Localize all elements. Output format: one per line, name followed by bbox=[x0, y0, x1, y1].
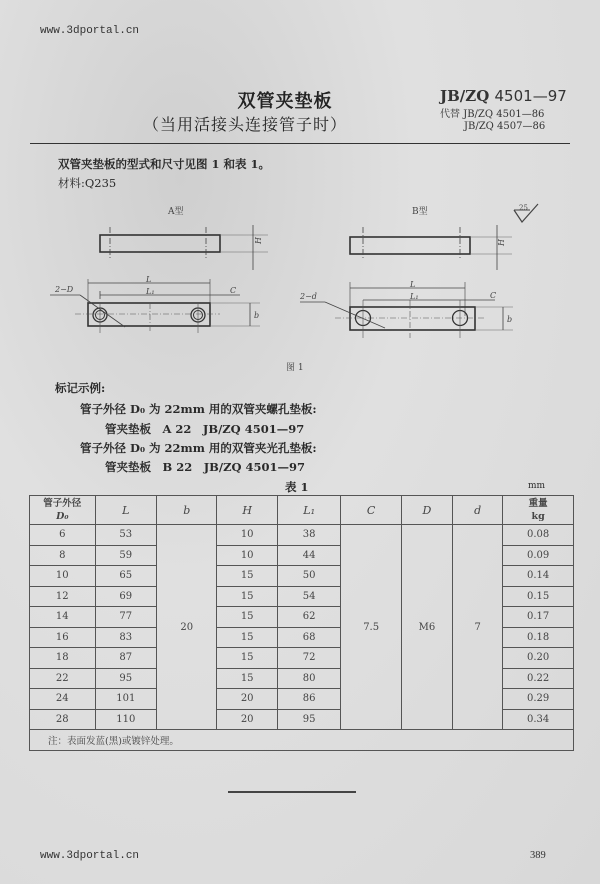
cell-d0: 18 bbox=[30, 648, 96, 669]
replaces-label: 代替 bbox=[440, 109, 460, 120]
marking-heading: 标记示例: bbox=[55, 381, 106, 395]
replaces-block bbox=[440, 109, 545, 133]
cell-weight: 0.20 bbox=[503, 648, 574, 669]
replaces-item: JB/ZQ 4501—86 bbox=[463, 109, 545, 120]
table-unit: mm bbox=[528, 481, 546, 491]
svg-text:2−D: 2−D bbox=[55, 285, 74, 294]
type-a-top-view bbox=[50, 275, 280, 345]
table-note-row bbox=[30, 730, 574, 751]
header-L1: L₁ bbox=[277, 496, 341, 525]
table-note: 注：表面发蓝(黑)或镀锌处理。 bbox=[30, 730, 574, 751]
cell-weight: 0.15 bbox=[503, 586, 574, 607]
marking-example-1-code: 管夹垫板 A 22 JB/ZQ 4501—97 bbox=[105, 422, 305, 436]
header-d: d bbox=[453, 496, 503, 525]
dim-L: L bbox=[146, 275, 152, 284]
cell-weight: 0.29 bbox=[503, 689, 574, 710]
table-caption: 表 1 bbox=[285, 480, 309, 494]
header-H: H bbox=[217, 496, 277, 525]
cell-H: 15 bbox=[217, 607, 277, 628]
cell-H: 15 bbox=[217, 668, 277, 689]
cell-L: 110 bbox=[95, 709, 156, 730]
cell-L1: 44 bbox=[277, 545, 341, 566]
header-L: L bbox=[95, 496, 156, 525]
table-header-row bbox=[30, 496, 574, 525]
cell-L: 83 bbox=[95, 627, 156, 648]
cell-d-shared: 7 bbox=[453, 525, 503, 730]
page-number: 389 bbox=[530, 850, 546, 861]
cell-weight: 0.14 bbox=[503, 566, 574, 587]
cell-H: 10 bbox=[217, 525, 277, 546]
table-row bbox=[30, 525, 574, 546]
cell-d0: 16 bbox=[30, 627, 96, 648]
document-subtitle: （当用活接头连接管子时） bbox=[142, 115, 347, 134]
svg-text:2−d: 2−d bbox=[300, 292, 317, 301]
cell-H: 20 bbox=[217, 709, 277, 730]
header-divider bbox=[30, 143, 570, 144]
cell-D-shared: M6 bbox=[401, 525, 452, 730]
cell-weight: 0.22 bbox=[503, 668, 574, 689]
document-title: 双管夹垫板 bbox=[237, 91, 333, 112]
svg-text:C: C bbox=[490, 291, 497, 300]
type-b-top-view bbox=[295, 280, 525, 350]
cell-H: 15 bbox=[217, 566, 277, 587]
svg-text:b: b bbox=[254, 311, 260, 320]
cell-L1: 72 bbox=[277, 648, 341, 669]
cell-L: 65 bbox=[95, 566, 156, 587]
standard-code-number: 4501—97 bbox=[494, 87, 567, 105]
type-a-label: A型 bbox=[168, 207, 184, 217]
type-b-label: B型 bbox=[412, 207, 428, 217]
cell-b-shared: 20 bbox=[157, 525, 217, 730]
type-a-side-view bbox=[90, 225, 270, 270]
header-D: D bbox=[401, 496, 452, 525]
cell-L: 87 bbox=[95, 648, 156, 669]
cell-d0: 24 bbox=[30, 689, 96, 710]
cell-H: 15 bbox=[217, 586, 277, 607]
cell-L1: 95 bbox=[277, 709, 341, 730]
marking-example-2-desc: 管子外径 D₀ 为 22mm 用的双管夹光孔垫板: bbox=[80, 441, 317, 455]
cell-L: 53 bbox=[95, 525, 156, 546]
cell-L1: 54 bbox=[277, 586, 341, 607]
standard-number bbox=[440, 87, 567, 105]
header-b: b bbox=[157, 496, 217, 525]
cell-H: 20 bbox=[217, 689, 277, 710]
marking-example-1-desc: 管子外径 D₀ 为 22mm 用的双管夹螺孔垫板: bbox=[80, 402, 317, 416]
svg-text:C: C bbox=[230, 286, 237, 295]
cell-d0: 14 bbox=[30, 607, 96, 628]
cell-d0: 22 bbox=[30, 668, 96, 689]
cell-L: 101 bbox=[95, 689, 156, 710]
standard-code: JB/ZQ bbox=[440, 87, 490, 105]
replaces-item: JB/ZQ 4507—86 bbox=[464, 121, 546, 132]
marking-example-2-code: 管夹垫板 B 22 JB/ZQ 4501—97 bbox=[105, 460, 306, 474]
svg-text:L₁: L₁ bbox=[146, 287, 155, 296]
cell-L1: 62 bbox=[277, 607, 341, 628]
svg-text:L₁: L₁ bbox=[410, 292, 419, 301]
cell-weight: 0.09 bbox=[503, 545, 574, 566]
intro-text: 双管夹垫板的型式和尺寸见图 1 和表 1。 bbox=[58, 157, 271, 171]
dimensions-table bbox=[29, 495, 574, 751]
cell-d0: 6 bbox=[30, 525, 96, 546]
cell-L1: 68 bbox=[277, 627, 341, 648]
cell-d0: 10 bbox=[30, 566, 96, 587]
cell-d0: 28 bbox=[30, 709, 96, 730]
cell-H: 10 bbox=[217, 545, 277, 566]
cell-L1: 50 bbox=[277, 566, 341, 587]
type-b-side-view bbox=[340, 225, 520, 270]
cell-C-shared: 7.5 bbox=[341, 525, 401, 730]
cell-d0: 8 bbox=[30, 545, 96, 566]
cell-L: 77 bbox=[95, 607, 156, 628]
cell-L: 69 bbox=[95, 586, 156, 607]
cell-H: 15 bbox=[217, 627, 277, 648]
cell-L1: 86 bbox=[277, 689, 341, 710]
cell-L1: 38 bbox=[277, 525, 341, 546]
cell-L: 95 bbox=[95, 668, 156, 689]
svg-text:b: b bbox=[507, 315, 513, 324]
cell-d0: 12 bbox=[30, 586, 96, 607]
watermark-top: www.3dportal.cn bbox=[40, 25, 140, 37]
cell-weight: 0.34 bbox=[503, 709, 574, 730]
cell-L: 59 bbox=[95, 545, 156, 566]
cell-H: 15 bbox=[217, 648, 277, 669]
watermark-bottom: www.3dportal.cn bbox=[40, 850, 140, 862]
cell-weight: 0.08 bbox=[503, 525, 574, 546]
cell-L1: 80 bbox=[277, 668, 341, 689]
header-C: C bbox=[341, 496, 401, 525]
material-text: 材料:Q235 bbox=[58, 176, 117, 190]
figure-caption: 图 1 bbox=[286, 363, 304, 373]
svg-text:H: H bbox=[254, 237, 263, 244]
svg-text:L: L bbox=[410, 280, 416, 289]
svg-text:H: H bbox=[497, 239, 506, 246]
header-d0: 管子外径 D₀ bbox=[30, 496, 96, 525]
header-weight: 重量 kg bbox=[503, 496, 574, 525]
cell-weight: 0.18 bbox=[503, 627, 574, 648]
roughness-value: 25 bbox=[519, 204, 528, 212]
end-rule bbox=[228, 791, 356, 793]
cell-weight: 0.17 bbox=[503, 607, 574, 628]
